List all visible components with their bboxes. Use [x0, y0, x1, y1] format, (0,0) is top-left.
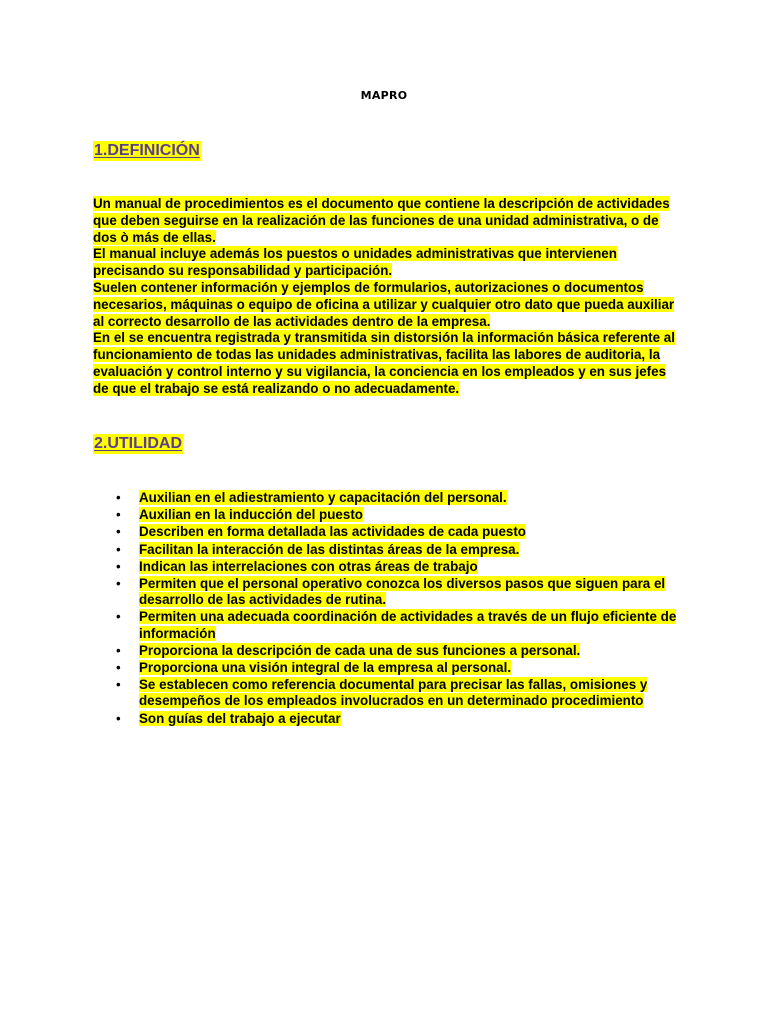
bullet-icon: •	[116, 710, 121, 726]
list-item: • Indican las interrelaciones con otras áreas de trabajo	[116, 558, 478, 574]
bullet-icon: •	[116, 490, 121, 505]
list-item: • Se establecen como referencia documental para precisar las fallas, omisiones y desempeños de los empleados involucrados en un determinado procedimiento	[116, 677, 648, 709]
list-item: • Son guías del trabajo a ejecutar	[116, 710, 341, 726]
bullet-icon: •	[116, 558, 121, 574]
list-item: • Facilitan la interacción de las distintas áreas de la empresa.	[116, 541, 520, 557]
section-heading-utilidad: 2.UTILIDAD	[94, 435, 182, 452]
list-item: • Permiten que el personal operativo conozca los diversos pasos que siguen para el desarrollo de las actividades de rutina.	[116, 576, 666, 608]
list-item: • Auxilian en el adiestramiento y capacitación del personal.	[116, 490, 507, 505]
bullet-icon: •	[116, 677, 121, 693]
bullet-icon: •	[116, 524, 121, 540]
definition-paragraph: En el se encuentra registrada y transmitida sin distorsión la información básica referente al funcionamiento de todas las unidades administrativas, facilita las labores de auditoria, la evaluación y control interno y su vigilancia, la conciencia en los empleados y en sus jefes de que el trabajo se está realizando o no adecuadamente.	[93, 330, 675, 396]
list-item: • Describen en forma detallada las actividades de cada puesto	[116, 524, 526, 540]
bullet-icon: •	[116, 507, 121, 523]
bullet-icon: •	[116, 609, 121, 625]
bullet-icon: •	[116, 642, 121, 658]
definition-body	[93, 196, 683, 398]
list-item: • Proporciona la descripción de cada una de sus funciones a personal.	[116, 642, 581, 658]
definition-paragraph: Un manual de procedimientos es el documento que contiene la descripción de actividades que deben seguirse en la realización de las funciones de una unidad administrativa, o de dos ò más de ellas.	[93, 196, 670, 245]
bullet-icon: •	[116, 576, 121, 592]
utilidad-list	[112, 490, 692, 728]
list-item: • Permiten una adecuada coordinación de actividades a través de un flujo eficiente de información	[116, 609, 677, 641]
definition-paragraph: Suelen contener información y ejemplos de formularios, autorizaciones o documentos necesarios, máquinas o equipo de oficina a utilizar y cualquier otro dato que pueda auxiliar al correcto desarrollo de las actividades dentro de la empresa.	[93, 279, 675, 329]
section-heading-definicion: 1.DEFINICIÓN	[94, 142, 200, 159]
list-item: • Proporciona una visión integral de la empresa al personal.	[116, 660, 512, 676]
definition-paragraph: El manual incluye además los puestos o unidades administrativas que intervienen precisando su responsabilidad y participación.	[93, 246, 617, 279]
document-title: MAPRO	[360, 89, 408, 102]
bullet-icon: •	[116, 660, 121, 676]
list-item: • Auxilian en la inducción del puesto	[116, 507, 363, 523]
bullet-icon: •	[116, 541, 121, 557]
